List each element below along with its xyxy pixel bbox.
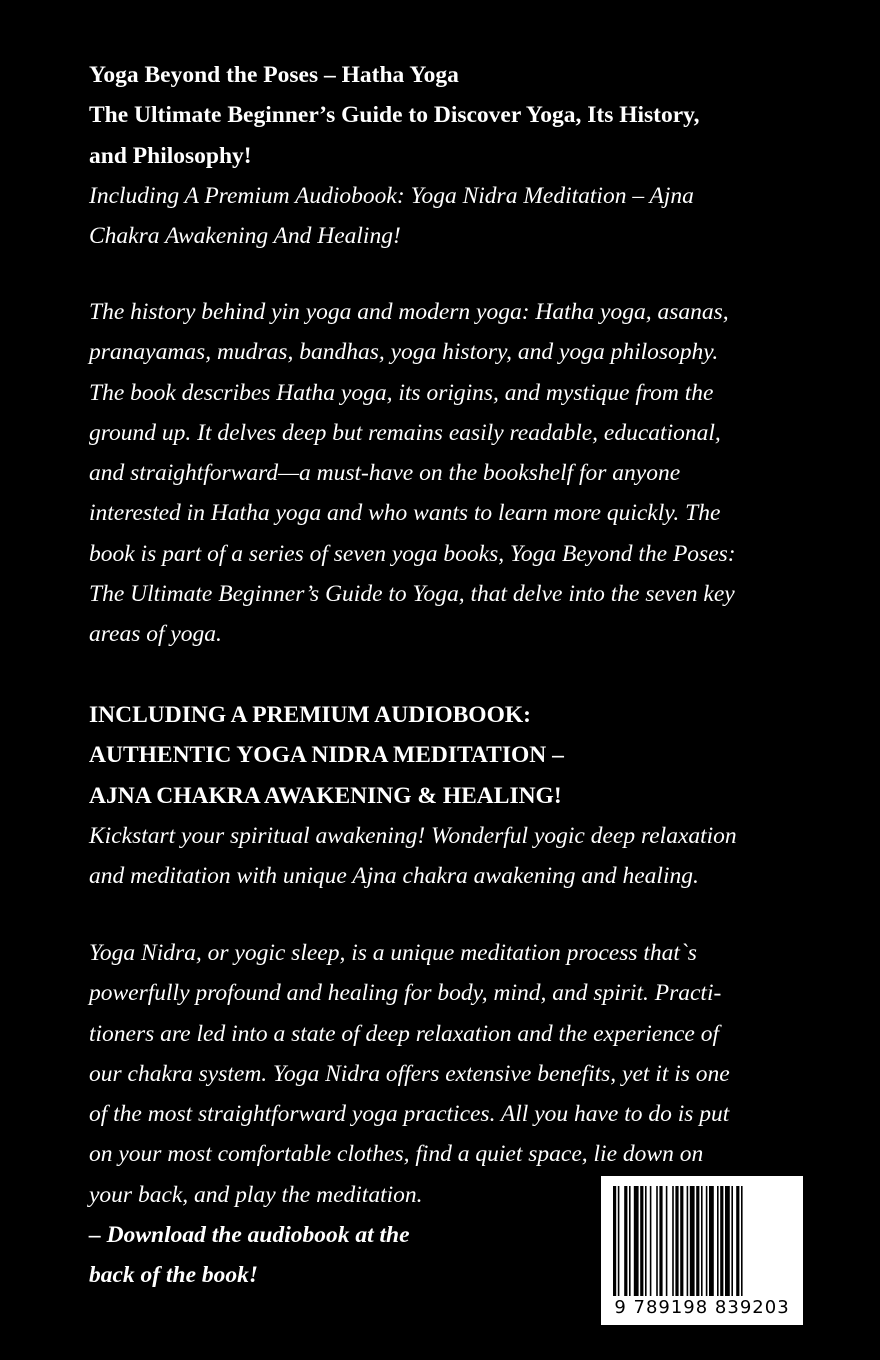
barcode-bar <box>640 1186 643 1296</box>
description-line-8: The Ultimate Beginner’s Guide to Yoga, that delve into the seven key <box>89 581 735 608</box>
barcode-bar <box>624 1186 627 1296</box>
nidra-line-6: on your most comfortable clothes, find a quiet space, lie down on <box>89 1141 704 1168</box>
audiobook-heading-line-1: INCLUDING A PREMIUM AUDIOBOOK: <box>89 702 531 728</box>
audiobook-body-line-2: and meditation with unique Ajna chakra awakening and healing. <box>89 863 699 890</box>
description-paragraph <box>89 292 809 655</box>
barcode-bar <box>731 1186 733 1296</box>
download-call-to-action-line-2: back of the book! <box>89 1262 259 1289</box>
audiobook-heading-line-3: AJNA CHAKRA AWAKENING & HEALING! <box>89 782 562 809</box>
barcode-bar <box>690 1186 695 1296</box>
isbn-barcode-icon <box>601 1176 803 1300</box>
description-line-6: interested in Hatha yoga and who wants to learn more quickly. The <box>89 500 721 527</box>
nidra-line-5: of the most straightforward yoga practices. All you have to do is put <box>89 1101 730 1128</box>
barcode-bar <box>717 1186 719 1296</box>
barcode-bar <box>634 1186 639 1296</box>
description-line-7: book is part of a series of seven yoga books, Yoga Beyond the Poses: <box>89 540 736 567</box>
barcode-bar <box>659 1186 662 1296</box>
barcode-bar <box>741 1186 743 1296</box>
description-line-9: areas of yoga. <box>89 621 222 648</box>
subtitle-line-1: The Ultimate Beginner’s Guide to Discover Yoga, Its History, <box>89 102 700 129</box>
barcode-bar <box>618 1186 620 1296</box>
barcode-bar <box>675 1186 678 1296</box>
barcode-bar <box>706 1186 708 1296</box>
nidra-line-4: our chakra system. Yoga Nidra offers extensive benefits, yet it is one <box>89 1060 730 1087</box>
barcode-bar <box>680 1186 683 1296</box>
barcode-bar <box>666 1186 668 1296</box>
description-line-3: The book describes Hatha yoga, its origins, and mystique from the <box>89 379 714 406</box>
nidra-line-7: your back, and play the meditation. <box>89 1181 423 1208</box>
isbn-digits: 9 789198 839203 <box>614 1297 790 1318</box>
barcode-bar <box>696 1186 699 1296</box>
nidra-line-2: powerfully profound and healing for body, mind, and spirit. Practi- <box>89 980 722 1007</box>
audiobook-section <box>89 695 809 896</box>
barcode-bar <box>709 1186 714 1296</box>
barcode-bar <box>725 1186 730 1296</box>
barcode-bar <box>629 1186 631 1296</box>
audiobook-body-line-1: Kickstart your spiritual awakening! Wonderful yogic deep relaxation <box>89 822 737 849</box>
title-block <box>89 55 809 256</box>
subtitle-line-2: and Philosophy! <box>89 142 252 169</box>
nidra-line-1: Yoga Nidra, or yogic sleep, is a unique meditation process that`s <box>89 940 697 966</box>
barcode-bar <box>672 1186 674 1296</box>
barcode-bar <box>613 1186 616 1296</box>
download-call-to-action-line-1: – Download the audiobook at the <box>89 1222 410 1249</box>
audiobook-heading-line-2: AUTHENTIC YOGA NIDRA MEDITATION – <box>89 742 564 769</box>
barcode-bar <box>687 1186 689 1296</box>
barcode-bar <box>720 1186 723 1296</box>
description-line-1: The history behind yin yoga and modern yoga: Hatha yoga, asanas, <box>89 299 729 325</box>
barcode-bar <box>650 1186 652 1296</box>
description-line-5: and straightforward—a must-have on the bookshelf for anyone <box>89 460 681 487</box>
isbn-barcode <box>601 1176 803 1325</box>
nidra-line-3: tioners are led into a state of deep relaxation and the experience of <box>89 1020 719 1047</box>
book-title: Yoga Beyond the Poses – Hatha Yoga <box>89 62 459 88</box>
barcode-bar <box>701 1186 703 1296</box>
description-line-4: ground up. It delves deep but remains easily readable, educational, <box>89 419 721 446</box>
barcode-bar <box>645 1186 647 1296</box>
description-line-2: pranayamas, mudras, bandhas, yoga history, and yoga philosophy. <box>89 339 719 366</box>
tagline-line-1: Including A Premium Audiobook: Yoga Nidra Meditation – Ajna <box>89 182 694 209</box>
tagline-line-2: Chakra Awakening And Healing! <box>89 223 401 250</box>
barcode-bar <box>656 1186 658 1296</box>
barcode-bar <box>736 1186 739 1296</box>
